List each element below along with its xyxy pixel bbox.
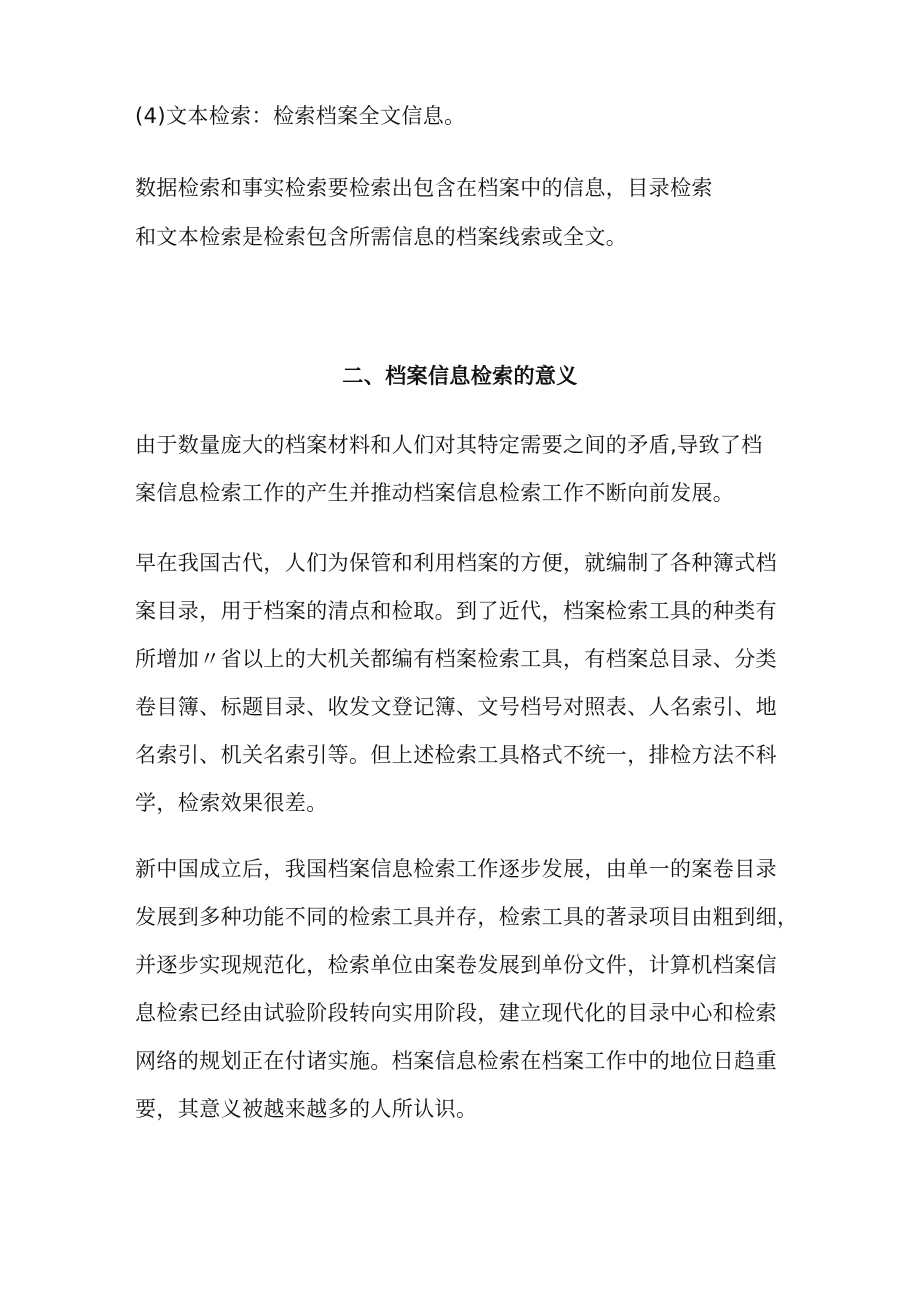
paragraph-line: 案信息检索工作的产生并推动档案信息检索工作不断向前发展。 bbox=[135, 481, 735, 505]
paragraph-line: 案目录，用于档案的清点和检取。到了近代，档案检索工具的种类有 bbox=[135, 599, 777, 623]
paragraph-line: 卷目簿、标题目录、收发文登记簿、文号档号对照表、人名索引、地 bbox=[135, 695, 777, 719]
paragraph-line: 网络的规划正在付诸实施。档案信息检索在档案工作中的地位日趋重 bbox=[135, 1049, 777, 1073]
paragraph-line: 发展到多种功能不同的检索工具并存，检索工具的著录项目由粗到细， bbox=[135, 905, 799, 929]
paragraph-line: 新中国成立后，我国档案信息检索工作逐步发展，由单一的案卷目录 bbox=[135, 857, 777, 881]
text-line-intro: (4)文本检索：检索档案全文信息。 bbox=[135, 104, 466, 128]
paragraph-line: 和文本检索是检索包含所需信息的档案线索或全文。 bbox=[135, 225, 628, 249]
paragraph-line: 息检索已经由试验阶段转向实用阶段，建立现代化的目录中心和检索 bbox=[135, 1001, 777, 1025]
paragraph-line: 数据检索和事实检索要检索出包含在档案中的信息，目录检索 bbox=[135, 176, 713, 200]
paragraph-line: 并逐步实现规范化，检索单位由案卷发展到单份文件，计算机档案信 bbox=[135, 953, 777, 977]
paragraph-line: 早在我国古代，人们为保管和利用档案的方便，就编制了各种簿式档 bbox=[135, 551, 777, 575]
paragraph-line: 所增加〃省以上的大机关都编有档案检索工具，有档案总目录、分类 bbox=[135, 647, 777, 671]
paragraph-line: 名索引、机关名索引等。但上述检索工具格式不统一，排检方法不科 bbox=[135, 743, 777, 767]
paragraph-line: 要，其意义被越来越多的人所认识。 bbox=[135, 1097, 478, 1121]
paragraph-line: 学，检索效果很差。 bbox=[135, 791, 328, 815]
section-heading: 二、档案信息检索的意义 bbox=[342, 364, 578, 388]
paragraph-line: 由于数量庞大的档案材料和人们对其特定需要之间的矛盾,导致了档 bbox=[135, 433, 763, 457]
